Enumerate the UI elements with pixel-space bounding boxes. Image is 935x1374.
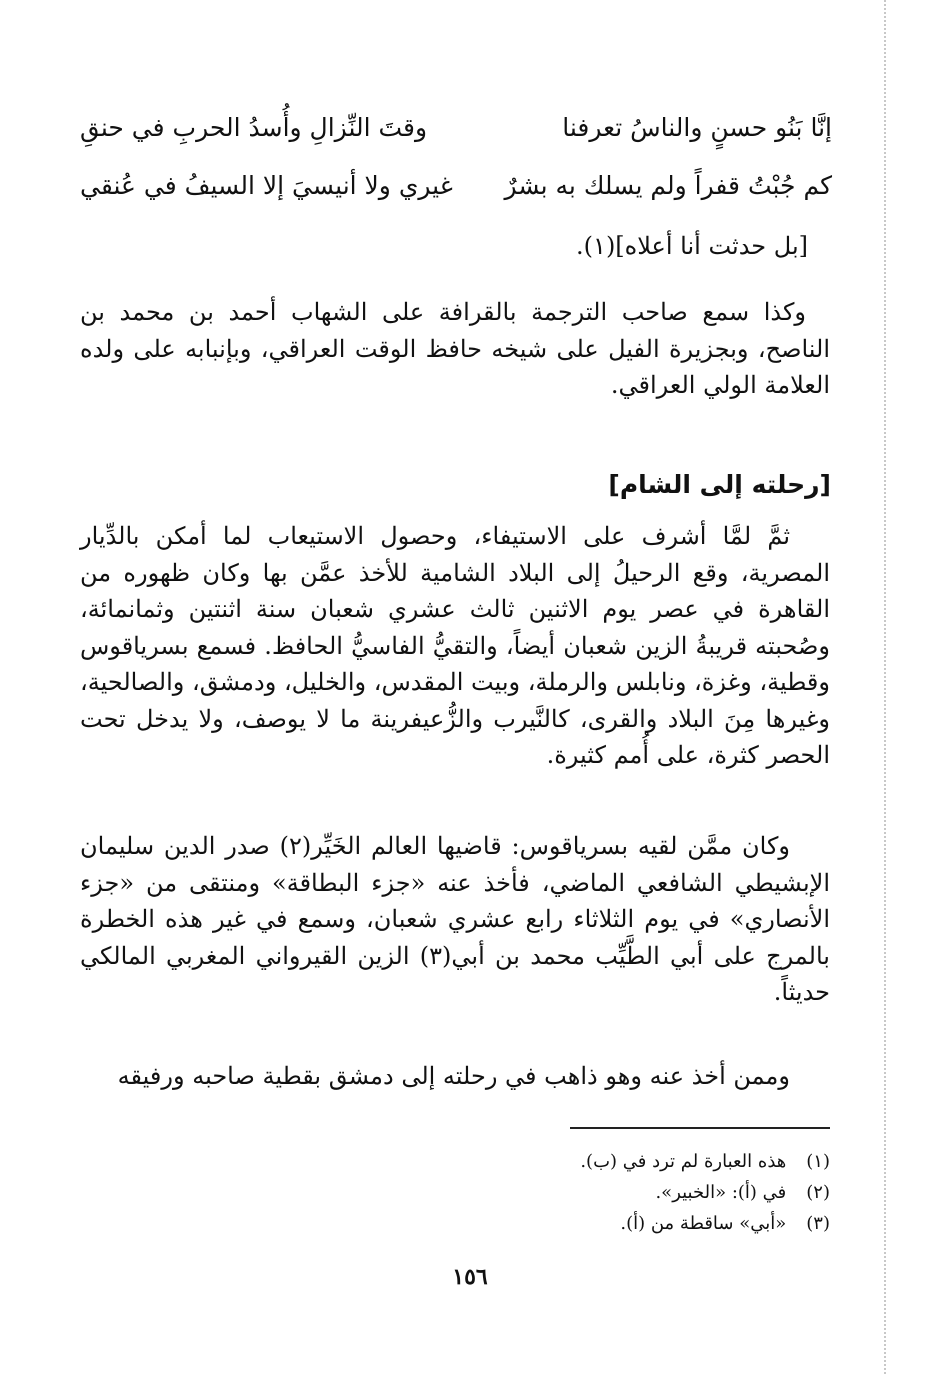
bracket-note-text: [بل حدثت أنا أعلاه](١). (576, 232, 808, 260)
verse-line-2 (80, 166, 832, 206)
paragraph-1 (80, 294, 830, 404)
paragraph-4 (80, 1058, 830, 1095)
footnotes (200, 1146, 830, 1239)
footnote-number: (٣) (806, 1213, 830, 1234)
page-number: ١٥٦ (452, 1264, 488, 1290)
verse-1-second-hemistich: وقتَ النِّزالِ وأُسدُ الحربِ في حنقِ (80, 113, 428, 142)
paragraph-2 (80, 518, 830, 774)
paragraph-4-text: وممن أخذ عنه وهو ذاهب في رحلته إلى دمشق بقطية صاحبه ورفيقه (117, 1062, 790, 1090)
footnote-number: (٢) (806, 1182, 830, 1203)
footnote-text: في (أ): «الخبير». (655, 1182, 787, 1203)
paragraph-1-text: وكذا سمع صاحب الترجمة بالقرافة على الشهاب أحمد بن محمد بن الناصح، وبجزيرة الفيل على شيخه حافظ الوقت العراقي، وبإنبابه على ولده العلامة الولي العراقي. (80, 298, 830, 399)
footnote-text: «أبي» ساقطة من (أ). (620, 1213, 787, 1234)
verse-2-first-hemistich: كم جُبْتُ قفراً ولم يسلك به بشرٌ (504, 171, 832, 200)
bracket-note-line (80, 228, 830, 265)
footnote-divider (570, 1127, 830, 1129)
verse-line-1 (80, 108, 832, 148)
verse-2-second-hemistich: غيري ولا أنيسيَ إلا السيفُ في عُنقي (80, 171, 453, 200)
footnote-text: هذه العبارة لم ترد في (ب). (580, 1151, 787, 1172)
footnote-number: (١) (806, 1151, 830, 1172)
paragraph-3-text: وكان ممَّن لقيه بسرياقوس: قاضيها العالم الخَيِّر(٢) صدر الدين سليمان الإبشيطي الشافعي الماضي، فأخذ عنه «جزء البطاقة» ومنتقى من «جزء الأنصاري» في يوم الثلاثاء رابع عشري شعبان، وسمع في غير هذه الخطرة بالمرج على أبي الطَّيِّب محمد بن أبي(٣) الزين القيرواني المغربي المالكي حديثاً. (80, 832, 830, 1006)
section-heading: [رحلته إلى الشام] (608, 470, 831, 499)
footnote-3 (200, 1208, 830, 1239)
paragraph-3 (80, 828, 830, 1011)
paragraph-2-text: ثمَّ لمَّا أشرف على الاستيفاء، وحصول الاستيعاب لما أمكن بالدِّيار المصرية، وقع الرحيلُ إلى البلاد الشامية للأخذ عمَّن بها وكان ظهوره من القاهرة في عصر يوم الاثنين ثالث عشري شعبان سنة اثنتين وثمانمائة، وصُحبته قريبةُ الزين شعبان أيضاً، والتقيُّ الفاسيُّ الحافظ. فسمع بسرياقوس وقطية، وغزة، ونابلس والرملة، وبيت المقدس، والخليل، ودمشق، والصالحية، وغيرها مِنَ البلاد والقرى، كالنَّيرب والزُّعيفرينة ما لا يوصف، ولا يدخل تحت الحصر كثرة، على أُمم كثيرة. (80, 522, 830, 769)
verse-1-first-hemistich: إنَّا بَنُو حسنٍ والناسُ تعرفنا (562, 113, 832, 142)
scan-edge-dots (884, 0, 886, 1374)
footnote-2 (200, 1177, 830, 1208)
footnote-1 (200, 1146, 830, 1177)
